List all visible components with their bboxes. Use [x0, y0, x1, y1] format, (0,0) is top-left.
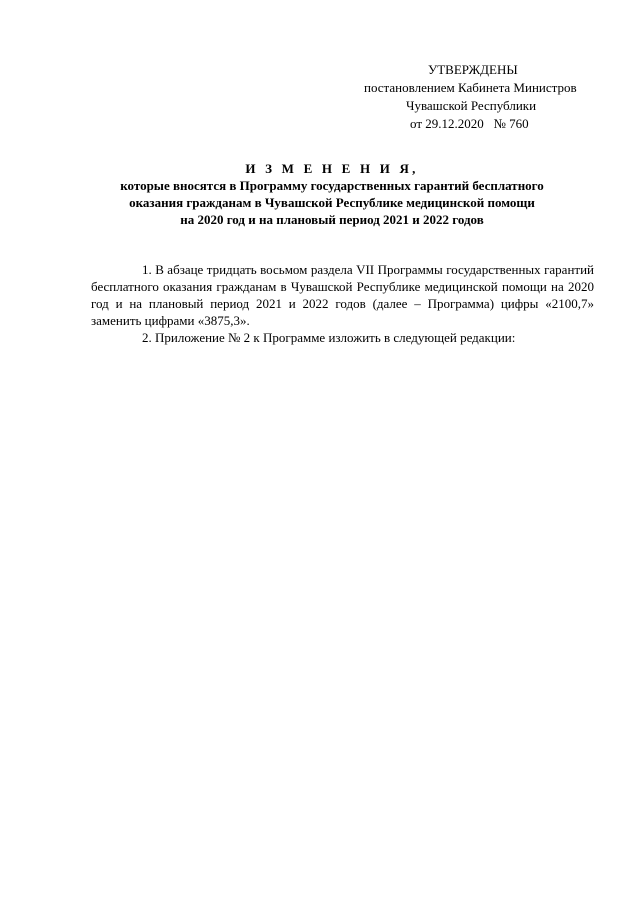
title-subtitle-line-3: на 2020 год и на плановый период 2021 и 2022 годов — [180, 212, 484, 227]
document-title — [80, 160, 584, 228]
approval-stamp — [364, 61, 604, 133]
title-subtitle-line-1: которые вносятся в Программу государственных гарантий бесплатного — [120, 178, 544, 193]
approval-title: УТВЕРЖДЕНЫ — [428, 62, 518, 77]
body-paragraph-1: 1. В абзаце тридцать восьмом раздела VII Программы государственных гарантий бесплатного оказания гражданам в Чувашской Республике медицинской помощи на 2020 год и на плановый период 2021 и 2022 годов (далее – Программа) цифры «2100,7» заменить цифрами «3875,3». — [91, 262, 594, 328]
approval-authority: постановлением Кабинета Министров — [364, 80, 577, 95]
body-paragraph-2: 2. Приложение № 2 к Программе изложить в следующей редакции: — [142, 330, 516, 345]
document-body — [91, 261, 594, 346]
title-subtitle-line-2: оказания гражданам в Чувашской Республике медицинской помощи — [129, 195, 535, 210]
approval-date-number: от 29.12.2020 № 760 — [410, 116, 529, 131]
title-heading: И З М Е Н Е Н И Я, — [245, 161, 419, 176]
approval-region: Чувашской Республики — [406, 98, 537, 113]
